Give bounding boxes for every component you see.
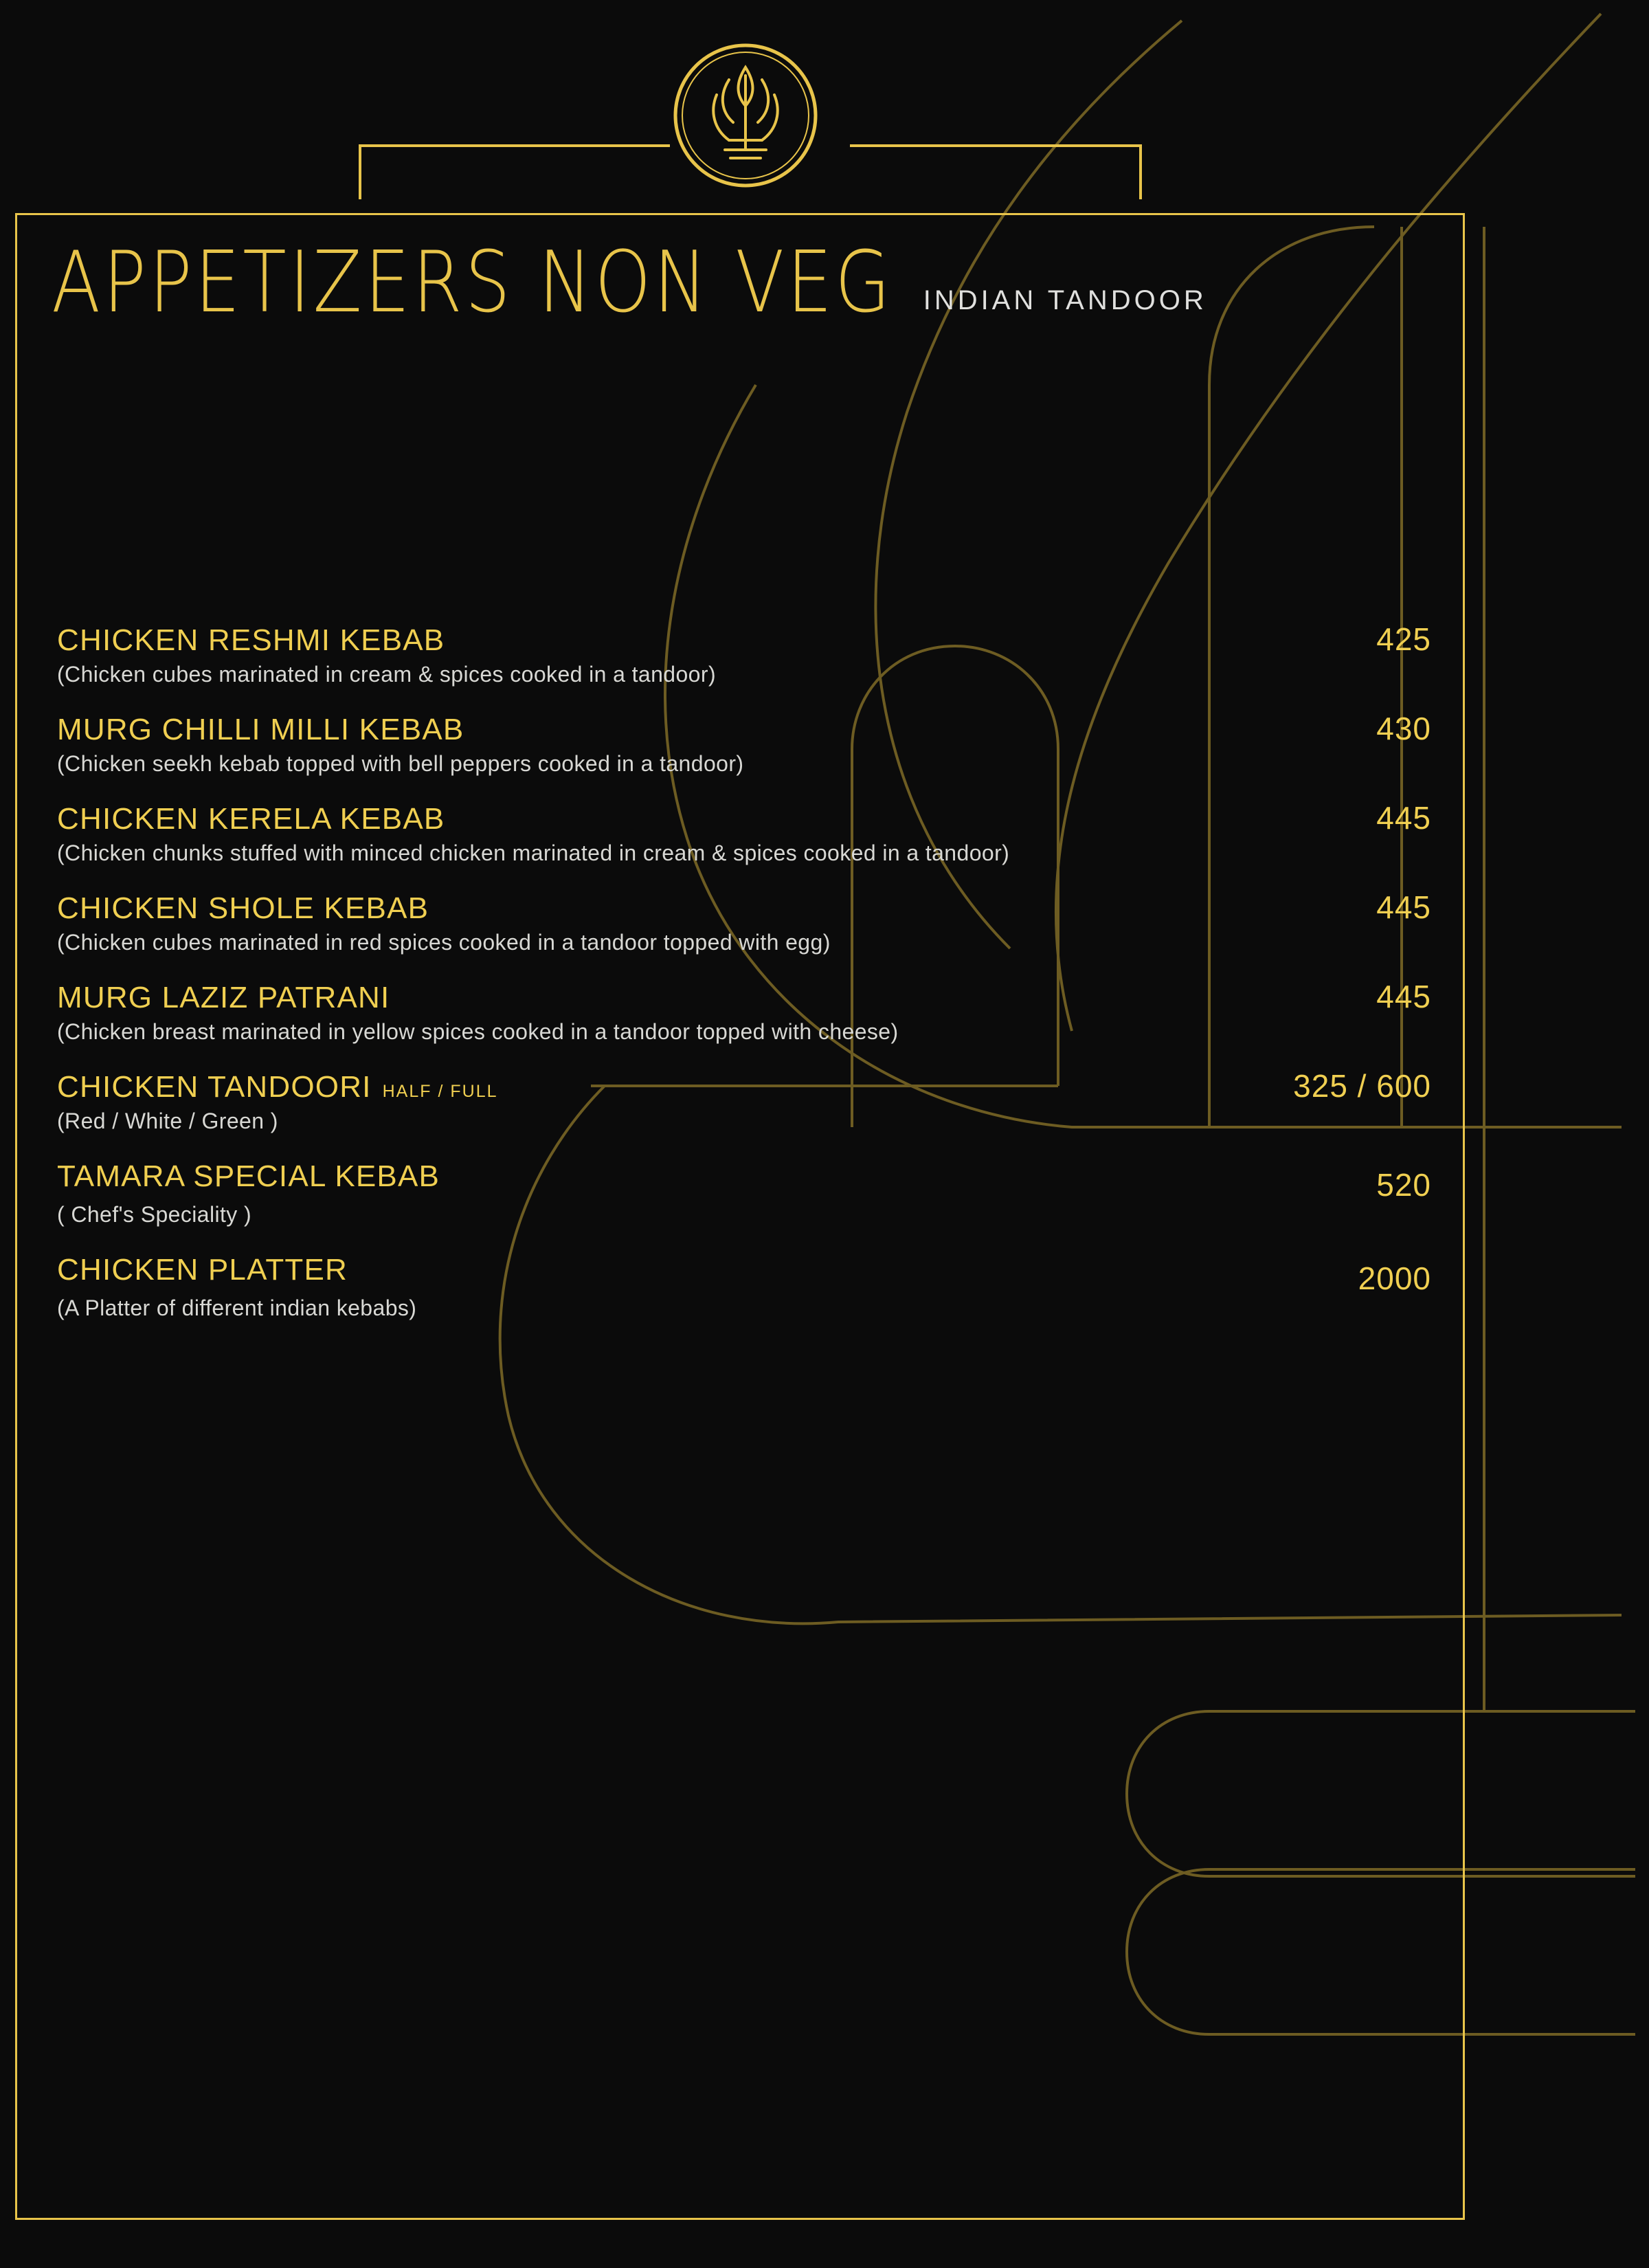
item-name: MURG CHILLI MILLI KEBAB	[57, 713, 464, 746]
item-name: CHICKEN RESHMI KEBAB	[57, 623, 445, 657]
item-name: CHICKEN PLATTER	[57, 1253, 348, 1287]
item-price: 520	[1376, 1167, 1431, 1203]
menu-item	[57, 1157, 1431, 1227]
page-title: APPETIZERS NON VEG	[52, 232, 893, 332]
menu-item	[57, 1067, 1431, 1134]
item-description: (A Platter of different indian kebabs)	[57, 1296, 417, 1320]
item-price: 325 / 600	[1293, 1068, 1431, 1104]
page-subtitle: INDIAN TANDOOR	[923, 285, 1207, 315]
menu-item	[57, 710, 1431, 777]
menu-item	[57, 799, 1431, 866]
item-name: MURG LAZIZ PATRANI	[57, 981, 390, 1014]
item-price: 445	[1376, 889, 1431, 925]
item-price: 445	[1376, 800, 1431, 836]
item-description: (Red / White / Green )	[57, 1109, 278, 1133]
item-price: 430	[1376, 711, 1431, 746]
item-description: (Chicken chunks stuffed with minced chicken marinated in cream & spices cooked in a tandoor)	[57, 841, 1010, 865]
menu-item-list	[57, 621, 1431, 1344]
item-price: 445	[1376, 979, 1431, 1014]
menu-item	[57, 1250, 1431, 1321]
item-name: CHICKEN SHOLE KEBAB	[57, 891, 429, 925]
item-price: 2000	[1358, 1260, 1431, 1296]
item-qualifier: HALF / FULL	[382, 1082, 498, 1101]
item-name: TAMARA SPECIAL KEBAB	[57, 1159, 440, 1193]
menu-item	[57, 621, 1431, 687]
item-name: CHICKEN TANDOORI	[57, 1070, 372, 1104]
item-description: (Chicken cubes marinated in cream & spices cooked in a tandoor)	[57, 662, 716, 687]
tamara-crest-icon	[670, 40, 821, 191]
menu-item	[57, 889, 1431, 955]
item-description: (Chicken seekh kebab topped with bell peppers cooked in a tandoor)	[57, 751, 744, 776]
menu-panel	[15, 213, 1465, 2220]
logo-band	[0, 0, 1649, 220]
logo-band-rules	[0, 0, 1649, 220]
item-description: ( Chef's Speciality )	[57, 1202, 252, 1227]
item-description: (Chicken breast marinated in yellow spices cooked in a tandoor topped with cheese)	[57, 1019, 899, 1044]
item-price: 425	[1376, 621, 1431, 657]
item-name: CHICKEN KERELA KEBAB	[57, 802, 445, 836]
menu-header	[52, 232, 1426, 332]
item-description: (Chicken cubes marinated in red spices cooked in a tandoor topped with egg)	[57, 930, 831, 955]
menu-item	[57, 978, 1431, 1045]
